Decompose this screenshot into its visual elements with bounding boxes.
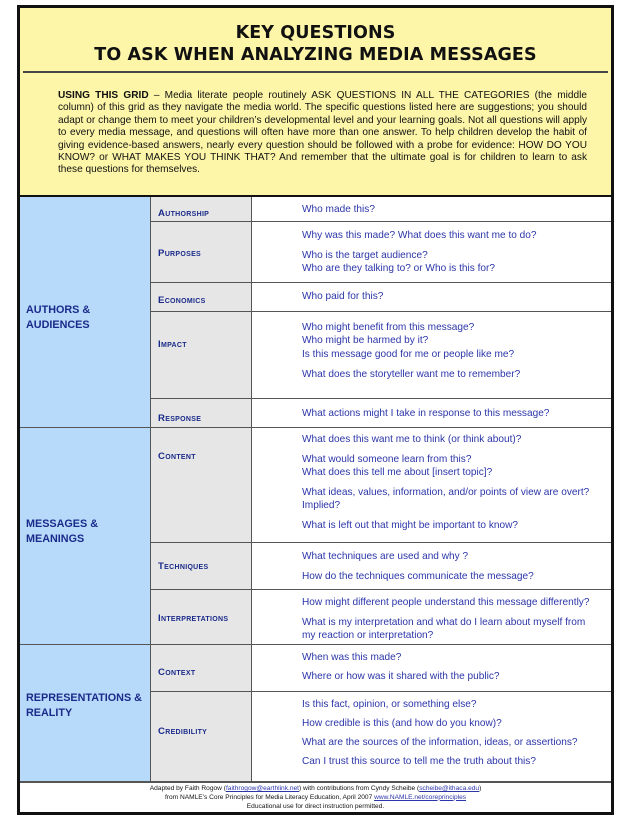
- question-item: How do the techniques communicate the message?: [302, 571, 534, 582]
- questions-content: [252, 428, 611, 543]
- section-label: [26, 303, 90, 333]
- category-label: Purposes: [158, 248, 202, 259]
- question-item: When was this made?: [302, 652, 402, 663]
- question-item: Who is the target audience?: [302, 250, 428, 261]
- questions-context: [252, 645, 611, 692]
- question-item: What does this want me to think (or think about)?: [302, 434, 522, 445]
- category-label: Interpretations: [158, 613, 229, 624]
- category-label: Economics: [158, 295, 206, 306]
- category-label: Impact: [158, 339, 187, 350]
- title-line-1: KEY QUESTIONS: [235, 23, 396, 43]
- category-economics: [151, 283, 252, 312]
- footer-line-2: [20, 794, 611, 803]
- category-techniques: [151, 543, 252, 590]
- category-label: Credibility: [158, 726, 208, 737]
- question-item: What is left out that might be important to know?: [302, 520, 519, 531]
- question-item: What would someone learn from this?: [302, 454, 472, 465]
- questions-impact: [252, 312, 611, 399]
- footer-credits: [20, 782, 611, 812]
- question-item: Can I trust this source to tell me the truth about this?: [302, 756, 536, 767]
- footer-text: from NAMLE’s Core Principles for Media Literacy Education, April 2007: [164, 793, 375, 801]
- section-label-line-2: MEANINGS: [26, 533, 85, 545]
- section-authors-audiences: [20, 197, 151, 428]
- category-label: Response: [158, 413, 202, 424]
- questions-authorship: [252, 197, 611, 222]
- category-label: Techniques: [158, 561, 209, 572]
- question-item: What ideas, values, information, and/or points of view are overt?: [302, 487, 590, 498]
- question-item: my reaction or interpretation?: [302, 630, 434, 641]
- question-item: What does this tell me about [insert topic]?: [302, 467, 493, 478]
- questions-grid: [20, 197, 611, 782]
- footer-text: ) with contributions from Cyndy Scheibe (: [299, 785, 420, 792]
- section-label: [26, 517, 98, 547]
- email-link-rogow[interactable]: faithrogow@earthlink.net: [225, 785, 300, 792]
- question-item: What actions might I take in response to this message?: [302, 408, 550, 419]
- question-item: Who paid for this?: [302, 291, 384, 302]
- section-messages-meanings: [20, 428, 151, 645]
- question-item: What techniques are used and why ?: [302, 551, 469, 562]
- footer-line-3: Educational use for direct instruction permitted.: [246, 802, 385, 810]
- questions-credibility: [252, 692, 611, 782]
- section-label-line-1: AUTHORS &: [26, 304, 91, 316]
- question-item: Implied?: [302, 500, 341, 511]
- question-item: Where or how was it shared with the public?: [302, 671, 500, 682]
- category-content: [151, 428, 252, 543]
- section-label: [26, 691, 142, 721]
- key-questions-sheet: [17, 5, 614, 815]
- question-item: Who might be harmed by it?: [302, 335, 429, 346]
- questions-interpretations: [252, 590, 611, 645]
- question-item: Who are they talking to? or Who is this for?: [302, 263, 495, 274]
- questions-techniques: [252, 543, 611, 590]
- namle-url-link[interactable]: www.NAMLE.net/coreprinciples: [374, 793, 467, 801]
- intro-text: – Media literate people routinely ASK QUESTIONS IN ALL THE CATEGORIES (the middle column) of this grid as they navigate the media world. The specific questions listed here are suggestions; you should adapt or change them to meet your children’s developmental level and your learning goals. Not all questions will apply to every media message, and questions will often have more than one answer. To help children develop the habit of giving evidence-based answers, nearly every question should be followed with a probe for evidence: HOW DO YOU KNOW? or WHAT MAKES YOU THINK THAT? And remember that the ultimate goal is for children to learn to ask these questions for themselves.: [58, 90, 587, 176]
- section-label-line-2: AUDIENCES: [26, 319, 90, 331]
- section-label-line-2: REALITY: [26, 707, 73, 719]
- section-representations-reality: [20, 645, 151, 782]
- question-item: Who might benefit from this message?: [302, 322, 475, 333]
- section-label-line-1: MESSAGES &: [26, 518, 98, 530]
- question-item: What does the storyteller want me to remember?: [302, 369, 521, 380]
- page-title: [20, 22, 611, 66]
- question-item: What is my interpretation and what do I learn about myself from: [302, 617, 586, 628]
- question-item: Is this fact, opinion, or something else?: [302, 699, 477, 710]
- category-label: Authorship: [158, 208, 210, 219]
- question-item: Is this message good for me or people like me?: [302, 349, 515, 360]
- category-label: Context: [158, 667, 196, 678]
- category-response: [151, 399, 252, 428]
- footer-text: Adapted by Faith Rogow (: [149, 785, 226, 792]
- category-context: [151, 645, 252, 692]
- questions-response: [252, 399, 611, 428]
- question-item: Who made this?: [302, 204, 375, 215]
- category-authorship: [151, 197, 252, 222]
- header-panel: [20, 8, 611, 197]
- category-purposes: [151, 222, 252, 283]
- question-item: What are the sources of the information, ideas, or assertions?: [302, 737, 578, 748]
- questions-economics: [252, 283, 611, 312]
- questions-purposes: [252, 222, 611, 283]
- category-credibility: [151, 692, 252, 782]
- intro-lead: USING THIS GRID: [58, 90, 149, 101]
- email-link-scheibe[interactable]: scheibe@ithaca.edu: [419, 785, 480, 792]
- category-interpretations: [151, 590, 252, 645]
- title-line-2: TO ASK WHEN ANALYZING MEDIA MESSAGES: [94, 45, 537, 65]
- intro-paragraph: [58, 90, 587, 177]
- footer-line-1: [20, 785, 611, 794]
- question-item: How might different people understand this message differently?: [302, 597, 590, 608]
- category-label: Content: [158, 451, 196, 462]
- footer-text: ): [479, 785, 482, 792]
- question-item: How credible is this (and how do you know)?: [302, 718, 502, 729]
- title-divider: [23, 71, 608, 73]
- section-label-line-1: REPRESENTATIONS &: [26, 692, 142, 704]
- question-item: Why was this made? What does this want me to do?: [302, 230, 537, 241]
- category-impact: [151, 312, 252, 399]
